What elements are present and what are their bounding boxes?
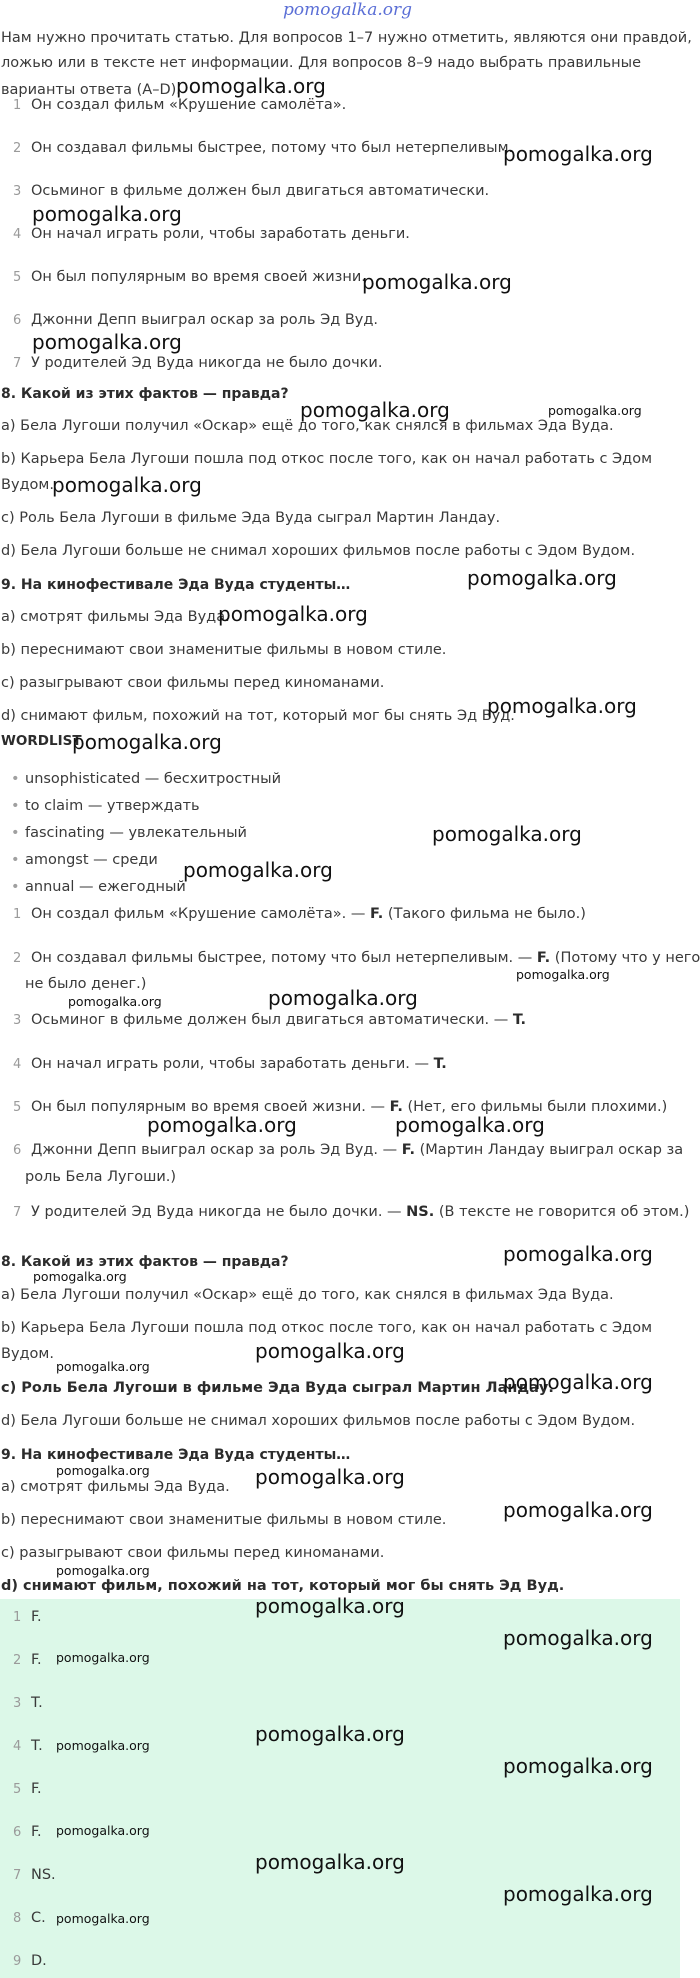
answer-value: F.: [31, 1781, 42, 1797]
q9-option-b: b) переснимают свои знаменитые фильмы в новом стиле.: [1, 642, 447, 658]
watermark: pomogalka.org: [487, 694, 637, 718]
watermark: pomogalka.org: [56, 1463, 150, 1478]
answer-value: T.: [31, 1738, 43, 1754]
q8-option-b: b) Карьера Бела Лугоши пошла под откос после того, как он начал работать с Эдом: [1, 451, 653, 467]
q9-option-a: a) смотрят фильмы Эда Вуда.: [1, 1479, 230, 1495]
watermark: pomogalka.org: [395, 1113, 545, 1137]
watermark: pomogalka.org: [503, 1370, 653, 1394]
q8-option-b-cont: Вудом.: [1, 477, 54, 493]
answer-statement: Он был популярным во время своей жизни. —: [31, 1099, 390, 1115]
watermark: pomogalka.org: [548, 403, 642, 418]
answer-note: (В тексте не говорится об этом.): [434, 1204, 690, 1220]
question-9-title: 9. На кинофестивале Эда Вуда студенты…: [1, 577, 351, 593]
list-number: 9: [13, 1954, 22, 1969]
question-8-title: 8. Какой из этих фактов — правда?: [1, 386, 289, 402]
watermark: pomogalka.org: [56, 1563, 150, 1578]
watermark: pomogalka.org: [72, 730, 222, 754]
watermark: pomogalka.org: [176, 74, 326, 98]
watermark: pomogalka.org: [56, 1738, 150, 1753]
answer-statement: У родителей Эд Вуда никогда не было дочки. —: [31, 1204, 407, 1220]
list-number: 7: [13, 1868, 22, 1883]
list-number: 6: [13, 313, 22, 328]
q8-option-a: a) Бела Лугоши получил «Оскар» ещё до того, как снялся в фильмах Эда Вуда.: [1, 418, 614, 434]
watermark: pomogalka.org: [268, 986, 418, 1010]
answer-statement: Он создал фильм «Крушение самолёта». —: [31, 906, 370, 922]
list-number: 1: [13, 98, 22, 113]
watermark: pomogalka.org: [467, 566, 617, 590]
watermark: pomogalka.org: [503, 1754, 653, 1778]
wordlist-title: WORDLIST: [1, 733, 82, 749]
watermark: pomogalka.org: [32, 330, 182, 354]
q8-option-c-correct: c) Роль Бела Лугоши в фильме Эда Вуда сыграл Мартин Ландау.: [1, 1380, 554, 1396]
watermark: pomogalka.org: [503, 142, 653, 166]
list-item: Джонни Депп выиграл оскар за роль Эд Вуд.: [31, 312, 379, 328]
watermark: pomogalka.org: [33, 1269, 127, 1284]
watermark: pomogalka.org: [516, 967, 610, 982]
answer-value: D.: [31, 1953, 47, 1969]
q8-option-b: b) Карьера Бела Лугоши пошла под откос после того, как он начал работать с Эдом: [1, 1320, 653, 1336]
watermark: pomogalka.org: [255, 1594, 405, 1618]
list-number: 8: [13, 1911, 22, 1926]
q9-option-d: d) снимают фильм, похожий на тот, который мог бы снять Эд Вуд.: [1, 708, 515, 724]
list-item: Он начал играть роли, чтобы заработать деньги.: [31, 226, 410, 242]
wordlist-item: • fascinating — увлекательный: [25, 825, 247, 841]
q8-option-b-cont: Вудом.: [1, 1346, 54, 1362]
list-number: 1: [13, 1610, 22, 1625]
list-number: 2: [13, 141, 22, 156]
list-number: 5: [13, 1782, 22, 1797]
list-number: 6: [13, 1825, 22, 1840]
list-item: [31, 1099, 667, 1115]
list-number: 3: [13, 184, 22, 199]
question-9-title-answered: 9. На кинофестивале Эда Вуда студенты…: [1, 1447, 351, 1463]
list-number: 1: [13, 907, 22, 922]
list-item: [31, 1056, 447, 1072]
list-item: Осьминог в фильме должен был двигаться автоматически.: [31, 183, 490, 199]
watermark: pomogalka.org: [32, 202, 182, 226]
q8-option-d: d) Бела Лугоши больше не снимал хороших фильмов после работы с Эдом Вудом.: [1, 543, 636, 559]
answer-mark: F.: [401, 1142, 416, 1158]
site-logo[interactable]: pomogalka.org: [283, 0, 413, 20]
watermark: pomogalka.org: [147, 1113, 297, 1137]
watermark: pomogalka.org: [183, 858, 333, 882]
watermark: pomogalka.org: [255, 1465, 405, 1489]
answer-mark: F.: [370, 906, 384, 922]
list-number: 3: [13, 1696, 22, 1711]
watermark: pomogalka.org: [255, 1722, 405, 1746]
watermark: pomogalka.org: [68, 994, 162, 1009]
answer-value: T.: [31, 1695, 43, 1711]
list-number: 5: [13, 1100, 22, 1115]
watermark: pomogalka.org: [218, 602, 368, 626]
answer-statement: Джонни Депп выиграл оскар за роль Эд Вуд. —: [31, 1142, 402, 1158]
answer-note: (Потому что у него: [550, 950, 700, 966]
question-8-title-answered: 8. Какой из этих фактов — правда?: [1, 1254, 289, 1270]
list-number: 7: [13, 1205, 22, 1220]
q8-option-d: d) Бела Лугоши больше не снимал хороших фильмов после работы с Эдом Вудом.: [1, 1413, 636, 1429]
answer-statement: Он создавал фильмы быстрее, потому что был нетерпеливым. —: [31, 950, 537, 966]
list-item: [31, 1142, 683, 1158]
watermark: pomogalka.org: [503, 1626, 653, 1650]
answer-mark: T.: [512, 1012, 527, 1028]
answer-value: NS.: [31, 1867, 56, 1883]
watermark: pomogalka.org: [503, 1498, 653, 1522]
answer-value: F.: [31, 1824, 42, 1840]
list-item: [31, 1012, 526, 1028]
list-item: Он был популярным во время своей жизни.: [31, 269, 366, 285]
watermark: pomogalka.org: [56, 1911, 150, 1926]
intro-line-1: Нам нужно прочитать статью. Для вопросов 1–7 нужно отметить, являются они правдой,: [1, 30, 692, 46]
watermark: pomogalka.org: [56, 1823, 150, 1838]
q8-option-a: a) Бела Лугоши получил «Оскар» ещё до того, как снялся в фильмах Эда Вуда.: [1, 1287, 614, 1303]
watermark: pomogalka.org: [255, 1850, 405, 1874]
wordlist-item: • to claim — утверждать: [25, 798, 200, 814]
list-item: [31, 1204, 689, 1220]
q9-option-c: c) разыгрывают свои фильмы перед киноманами.: [1, 1545, 385, 1561]
list-number: 2: [13, 951, 22, 966]
wordlist-item: • unsophisticated — бесхитростный: [25, 771, 281, 787]
list-item: Он создал фильм «Крушение самолёта».: [31, 97, 347, 113]
list-number: 4: [13, 227, 22, 242]
answer-note: (Такого фильма не было.): [383, 906, 586, 922]
list-item: [31, 906, 586, 922]
list-number: 4: [13, 1739, 22, 1754]
list-number: 6: [13, 1143, 22, 1158]
answer-statement: Он начал играть роли, чтобы заработать деньги. —: [31, 1056, 434, 1072]
watermark: pomogalka.org: [300, 398, 450, 422]
q9-option-a: a) смотрят фильмы Эда Вуда.: [1, 609, 230, 625]
answer-value: C.: [31, 1910, 46, 1926]
q9-option-d-correct: d) снимают фильм, похожий на тот, который мог бы снять Эд Вуд.: [1, 1578, 565, 1594]
watermark: pomogalka.org: [503, 1242, 653, 1266]
answer-note: (Мартин Ландау выиграл оскар за: [415, 1142, 684, 1158]
list-number: 7: [13, 356, 22, 371]
watermark: pomogalka.org: [503, 1882, 653, 1906]
wordlist-item: • annual — ежегодный: [25, 879, 186, 895]
answer-mark: NS.: [406, 1204, 435, 1220]
q9-option-c: c) разыгрывают свои фильмы перед киноманами.: [1, 675, 385, 691]
list-item: У родителей Эд Вуда никогда не было дочки.: [31, 355, 383, 371]
list-number: 2: [13, 1653, 22, 1668]
q8-option-c: c) Роль Бела Лугоши в фильме Эда Вуда сыграл Мартин Ландау.: [1, 510, 501, 526]
answer-value: F.: [31, 1652, 42, 1668]
watermark: pomogalka.org: [56, 1650, 150, 1665]
list-item-cont: не было денег.): [25, 976, 147, 992]
list-item: [31, 950, 700, 966]
answer-mark: F.: [389, 1099, 403, 1115]
list-item: Он создавал фильмы быстрее, потому что был нетерпеливым.: [31, 140, 514, 156]
answer-value: F.: [31, 1609, 42, 1625]
watermark: pomogalka.org: [255, 1339, 405, 1363]
list-number: 4: [13, 1057, 22, 1072]
answer-mark: T.: [433, 1056, 447, 1072]
answer-statement: Осьминог в фильме должен был двигаться автоматически. —: [31, 1012, 513, 1028]
intro-line-3: варианты ответа (A–D).: [1, 82, 181, 98]
watermark: pomogalka.org: [432, 822, 582, 846]
intro-line-2: ложью или в тексте нет информации. Для вопросов 8–9 надо выбрать правильные: [1, 55, 642, 71]
answer-note: (Нет, его фильмы были плохими.): [402, 1099, 668, 1115]
wordlist-item: • amongst — среди: [25, 852, 158, 868]
list-number: 3: [13, 1013, 22, 1028]
watermark: pomogalka.org: [362, 270, 512, 294]
watermark: pomogalka.org: [52, 473, 202, 497]
answer-mark: F.: [536, 950, 551, 966]
list-number: 5: [13, 270, 22, 285]
watermark: pomogalka.org: [56, 1359, 150, 1374]
list-item-cont: роль Бела Лугоши.): [25, 1169, 177, 1185]
q9-option-b: b) переснимают свои знаменитые фильмы в новом стиле.: [1, 1512, 447, 1528]
